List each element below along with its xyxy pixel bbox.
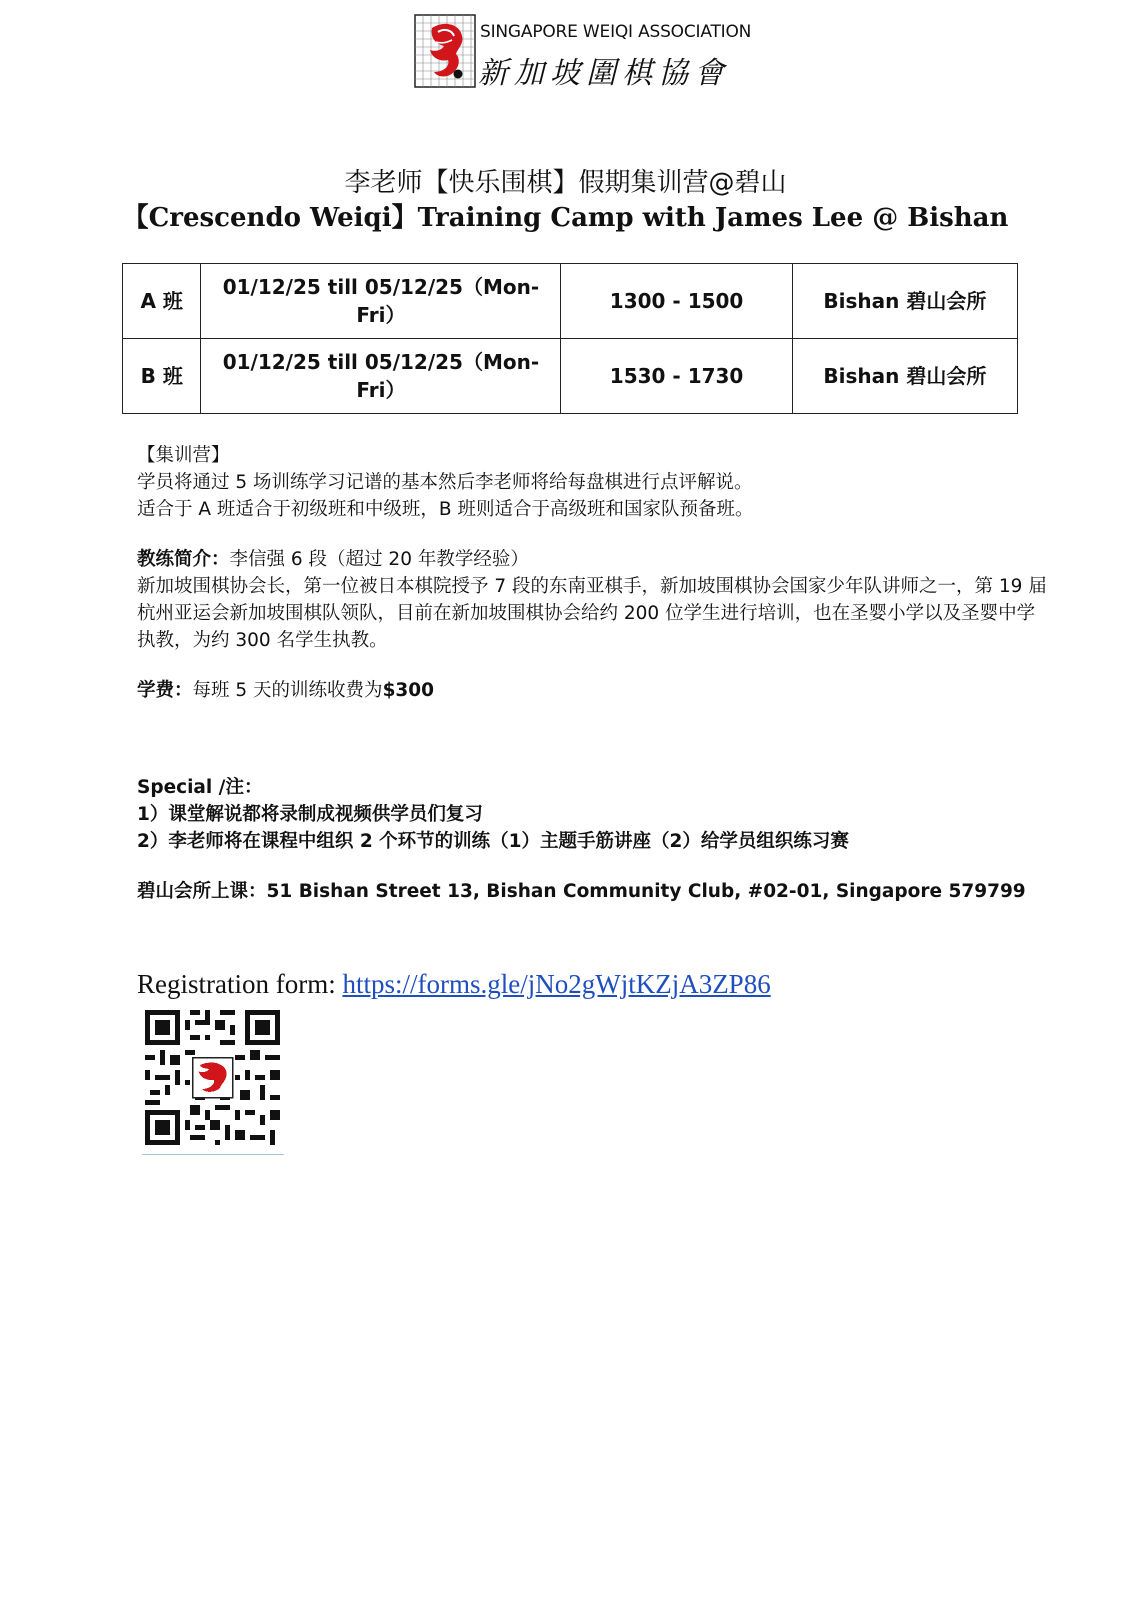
coach-label: 教练简介： <box>137 549 230 570</box>
venue-cell: Bishan 碧山会所 <box>792 339 1017 414</box>
table-row <box>123 339 1018 414</box>
special-label: Special /注： <box>137 777 263 798</box>
dates-cell: 01/12/25 till 05/12/25（Mon-Fri） <box>201 264 561 339</box>
page-title-zh: 李老师【快乐围棋】假期集训营@碧山 <box>344 168 787 198</box>
special-item-2: 2）李老师将在课程中组织 2 个环节的训练（1）主题手筋讲座（2）给学员组织练习赛 <box>137 831 849 852</box>
registration-qr-code-icon <box>140 1005 285 1150</box>
camp-line-2: 适合于 A 班适合于初级班和中级班，B 班则适合于高级班和国家队预备班。 <box>137 499 754 520</box>
time-cell: 1300 - 1500 <box>561 264 792 339</box>
address-line <box>137 878 1047 905</box>
fee-line <box>137 677 1047 704</box>
schedule-table <box>122 263 1018 414</box>
registration-line <box>137 969 771 1000</box>
time-cell: 1530 - 1730 <box>561 339 792 414</box>
association-logo <box>414 14 752 94</box>
body-content <box>137 442 1047 905</box>
special-item-1: 1）课堂解说都将录制成视频供学员们复习 <box>137 804 483 825</box>
camp-line-1: 学员将通过 5 场训练学习记谱的基本然后李老师将给每盘棋进行点评解说。 <box>137 472 753 493</box>
class-cell: A 班 <box>123 264 201 339</box>
fee-text: 每班 5 天的训练收费为 <box>192 680 383 701</box>
coach-bio: 新加坡围棋协会长，第一位被日本棋院授予 7 段的东南亚棋手，新加坡围棋协会国家少年队讲师之一，第 19 届杭州亚运会新加坡围棋队领队，目前在新加坡围棋协会给约 200 位学生进行培训，也在圣婴小学以及圣婴中学执教，为约 300 名学生执教。 <box>137 576 1047 651</box>
table-row <box>123 264 1018 339</box>
coach-intro <box>137 546 1047 573</box>
qr-divider <box>142 1154 284 1155</box>
logo-org-name-en: SINGAPORE WEIQI ASSOCIATION <box>480 22 752 42</box>
venue-cell: Bishan 碧山会所 <box>792 264 1017 339</box>
logo-org-name-zh: 新加坡圍棋協會 <box>478 56 730 91</box>
coach-name: 李信强 6 段（超过 20 年教学经验） <box>229 549 529 570</box>
dates-cell: 01/12/25 till 05/12/25（Mon-Fri） <box>201 339 561 414</box>
camp-heading: 【集训营】 <box>137 445 230 466</box>
registration-link[interactable]: https://forms.gle/jNo2gWjtKZjA3ZP86 <box>342 969 771 999</box>
address-text: 51 Bishan Street 13, Bishan Community Club, #02-01, Singapore 579799 <box>266 881 1026 902</box>
address-label: 碧山会所上课： <box>137 881 267 902</box>
fee-label: 学费： <box>137 680 193 701</box>
registration-label: Registration form: <box>137 969 343 999</box>
fee-amount: $300 <box>382 680 435 701</box>
weiqi-lion-logo-icon <box>414 14 476 88</box>
page-title-en: 【Crescendo Weiqi】Training Camp with James Lee @ Bishan <box>122 203 1009 233</box>
class-cell: B 班 <box>123 339 201 414</box>
